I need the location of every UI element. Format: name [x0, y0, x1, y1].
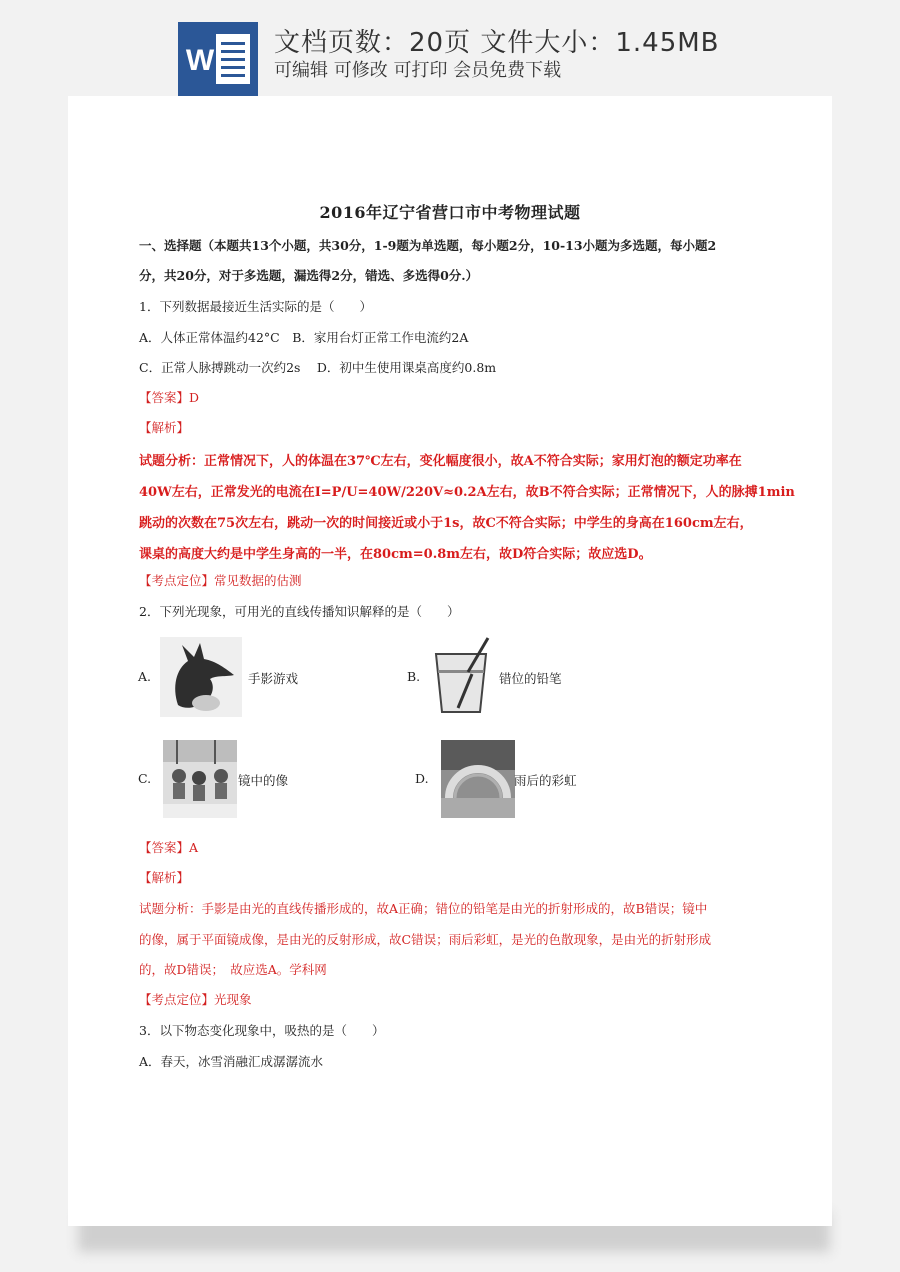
file-info-title: 文档页数：20页 文件大小：1.45MB	[274, 28, 720, 58]
q2-analysis-line: 的，故D错误； 故应选A。学科网	[139, 962, 327, 977]
rainbow-photo	[441, 740, 515, 818]
q1-point: 【考点定位】常见数据的估测	[139, 573, 302, 588]
q2-analysis-label: 【解析】	[139, 870, 190, 885]
section-heading-line1: 一、选择题（本题共13个小题，共30分，1-9题为单选题，每小题2分，10-13小题为多选题，每小题2	[139, 238, 717, 253]
q1-analysis-label: 【解析】	[139, 420, 190, 435]
q2-option-b-text: 错位的铅笔	[499, 671, 562, 686]
q1-options-ab: A．人体正常体温约42°C B．家用台灯正常工作电流约2A	[139, 330, 469, 345]
doc-title: 2016年辽宁省营口市中考物理试题	[319, 203, 581, 222]
q3-stem: 3．以下物态变化现象中，吸热的是（ ）	[139, 1023, 385, 1038]
q1-stem: 1．下列数据最接近生活实际的是（ ）	[139, 299, 372, 314]
q2-option-c-text: 镜中的像	[238, 773, 289, 788]
q1-analysis-line: 课桌的高度大约是中学生身高的一半，在80cm=0.8m左右，故D符合实际；故应选D。	[139, 547, 652, 562]
q2-option-a-letter: A.	[138, 669, 152, 684]
download-header	[0, 0, 900, 100]
q2-analysis-line: 试题分析：手影是由光的直线传播形成的，故A正确；错位的铅笔是由光的折射形成的，故B错误；镜中	[139, 901, 708, 916]
q2-option-d-letter: D.	[415, 771, 429, 786]
q2-option-b-letter: B.	[407, 669, 421, 684]
q3-option-a: A．春天，冰雪消融汇成潺潺流水	[139, 1054, 324, 1069]
q2-answer: 【答案】A	[139, 840, 199, 855]
q2-stem: 2．下列光现象，可用光的直线传播知识解释的是（ ）	[139, 604, 460, 619]
q1-analysis-line: 跳动的次数在75次左右，跳动一次的时间接近或小于1s，故C不符合实际；中学生的身高在160cm左右，	[139, 516, 753, 531]
pencil-in-glass-image	[428, 634, 494, 718]
q1-answer: 【答案】D	[139, 390, 200, 405]
q2-option-a-text: 手影游戏	[248, 671, 299, 686]
q2-option-d-text: 雨后的彩虹	[514, 773, 577, 788]
hand-shadow-image	[160, 637, 242, 717]
word-document-icon	[178, 22, 258, 96]
logo-letter: W	[185, 44, 215, 77]
q2-option-c-letter: C.	[138, 771, 152, 786]
document-page	[68, 96, 832, 1226]
file-features: 可编辑 可修改 可打印 会员免费下载	[274, 60, 562, 81]
q1-analysis-line: 40W左右，正常发光的电流在I=P/U=40W/220V≈0.2A左右，故B不符合实际；正常情况下，人的脉搏1min	[139, 485, 795, 500]
q2-analysis-line: 的像，属于平面镜成像，是由光的反射形成，故C错误；雨后彩虹，是光的色散现象，是由光的折射形成	[139, 932, 712, 947]
q1-options-cd: C．正常人脉搏跳动一次约2s D．初中生使用课桌高度约0.8m	[139, 360, 497, 375]
section-heading-line2: 分，共20分，对于多选题，漏选得2分，错选、多选得0分.）	[139, 268, 479, 283]
q2-point: 【考点定位】光现象	[139, 992, 252, 1007]
mirror-image-photo	[163, 740, 237, 818]
q1-analysis-line: 试题分析：正常情况下，人的体温在37℃左右，变化幅度很小，故A不符合实际；家用灯泡的额定功率在	[139, 454, 742, 469]
